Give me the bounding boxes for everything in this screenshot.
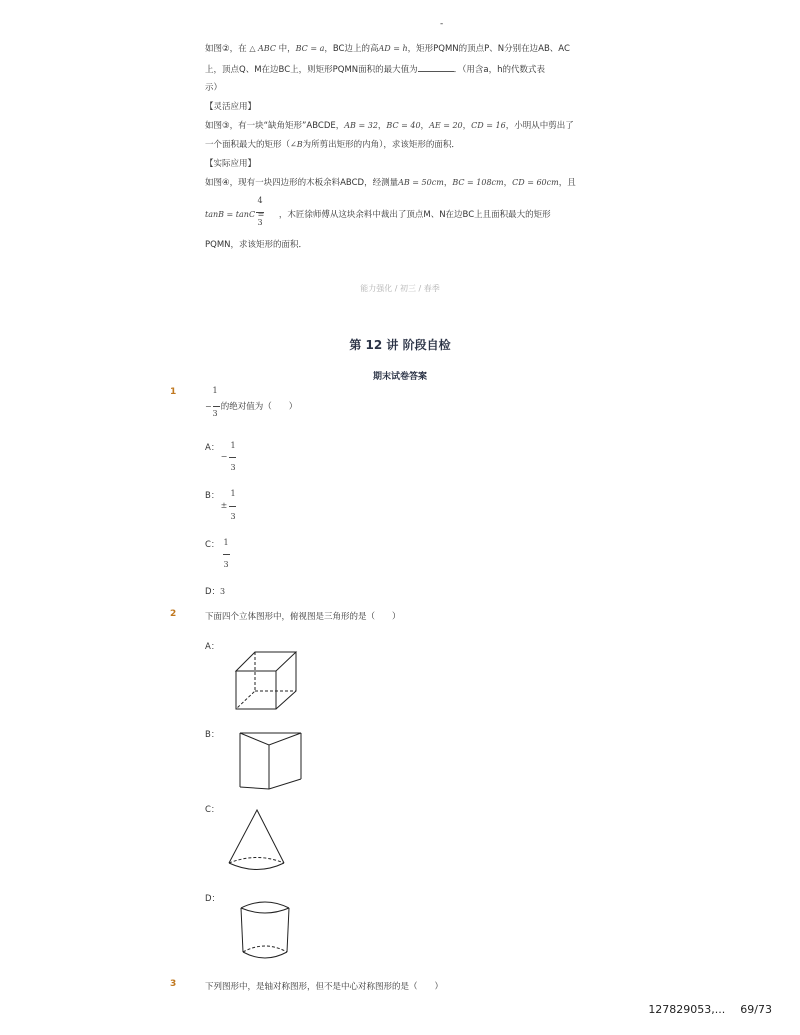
document-id: 127829053,...: [648, 1003, 726, 1016]
text-line-10: PQMN，求该矩形的面积．: [205, 240, 308, 250]
page-number: 69/73: [740, 1003, 772, 1016]
q2-option-d-label[interactable]: D：: [205, 894, 221, 904]
q1-option-c[interactable]: C：: [205, 540, 220, 550]
q1-b-sign: ±: [220, 501, 228, 510]
cylinder-figure[interactable]: [238, 896, 294, 964]
cube-figure[interactable]: [232, 650, 302, 712]
header-mark: -: [440, 19, 444, 29]
text-line-3: 示）: [205, 83, 223, 93]
q1-c-num: 1: [223, 538, 229, 547]
q1-b-num: 1: [230, 489, 236, 498]
q1-option-d[interactable]: D：3: [205, 587, 226, 597]
q2-option-b-label[interactable]: B：: [205, 730, 220, 740]
question-number-1: 1: [170, 387, 177, 397]
text-line-6: 一个面积最大的矩形（∠B为所剪出矩形的内角），求该矩形的面积．: [205, 140, 460, 150]
q1-b-bar: [229, 506, 236, 507]
section-title: 期末试卷答案: [372, 372, 427, 382]
q2-option-a-label[interactable]: A：: [205, 642, 220, 652]
q1-b-den: 3: [230, 512, 236, 521]
q1-option-b[interactable]: B：: [205, 491, 220, 501]
fraction-numerator: 4: [257, 196, 263, 205]
q1-stem-numerator: 1: [212, 386, 218, 395]
text-line-1: 如图②，在 △ ABC 中，BC = a，BC边上的高AD = h，矩形PQMN的顶点P、N分别在边AB、AC: [205, 44, 570, 54]
heading-flexible-application: 【灵活应用】: [205, 102, 257, 112]
running-footer: 能力强化 / 初三 / 春季: [360, 284, 440, 293]
q3-stem: 下列图形中，是轴对称图形，但不是中心对称图形的是（ ）: [205, 982, 444, 992]
text-line-2: 上，顶点Q、M在边BC上，则矩形PQMN面积的最大值为 ．（用含a，h的代数式表: [205, 65, 546, 75]
answer-blank: [418, 64, 454, 72]
q1-c-bar: [223, 554, 230, 555]
text-line-8: 如图④，现有一块四边形的木板余料ABCD，经测量AB = 50cm，BC = 108cm，CD = 60cm，且: [205, 178, 576, 188]
q2-option-c-label[interactable]: C：: [205, 805, 220, 815]
page-footer: [648, 1003, 772, 1016]
q1-a-sign: −: [220, 452, 228, 461]
q1-option-a[interactable]: A：: [205, 443, 220, 453]
q1-c-den: 3: [223, 560, 229, 569]
q2-stem: 下面四个立体图形中，俯视图是三角形的是（ ）: [205, 612, 401, 622]
q1-a-num: 1: [230, 441, 236, 450]
question-number-3: 3: [170, 979, 177, 989]
fraction-denominator: 3: [257, 218, 263, 227]
question-number-2: 2: [170, 609, 177, 619]
triangular-prism-figure[interactable]: [237, 731, 305, 791]
cone-figure[interactable]: [226, 808, 288, 876]
q1-stem-denominator: 3: [212, 409, 218, 418]
text-line-5: 如图③，有一块“缺角矩形”ABCDE，AB = 32，BC = 40，AE = 20，CD = 16，小明从中剪出了: [205, 121, 574, 131]
q1-a-bar: [229, 457, 236, 458]
text-line-9: tanB = tanC = ，木匠徐师傅从这块余料中裁出了顶点M、N在边BC上且面积最大的矩形: [205, 210, 551, 220]
q1-stem: − 的绝对值为（ ）: [205, 402, 298, 412]
q1-a-den: 3: [230, 463, 236, 472]
heading-practical-application: 【实际应用】: [205, 159, 257, 169]
lecture-title: 第 12 讲 阶段自检: [349, 338, 451, 352]
